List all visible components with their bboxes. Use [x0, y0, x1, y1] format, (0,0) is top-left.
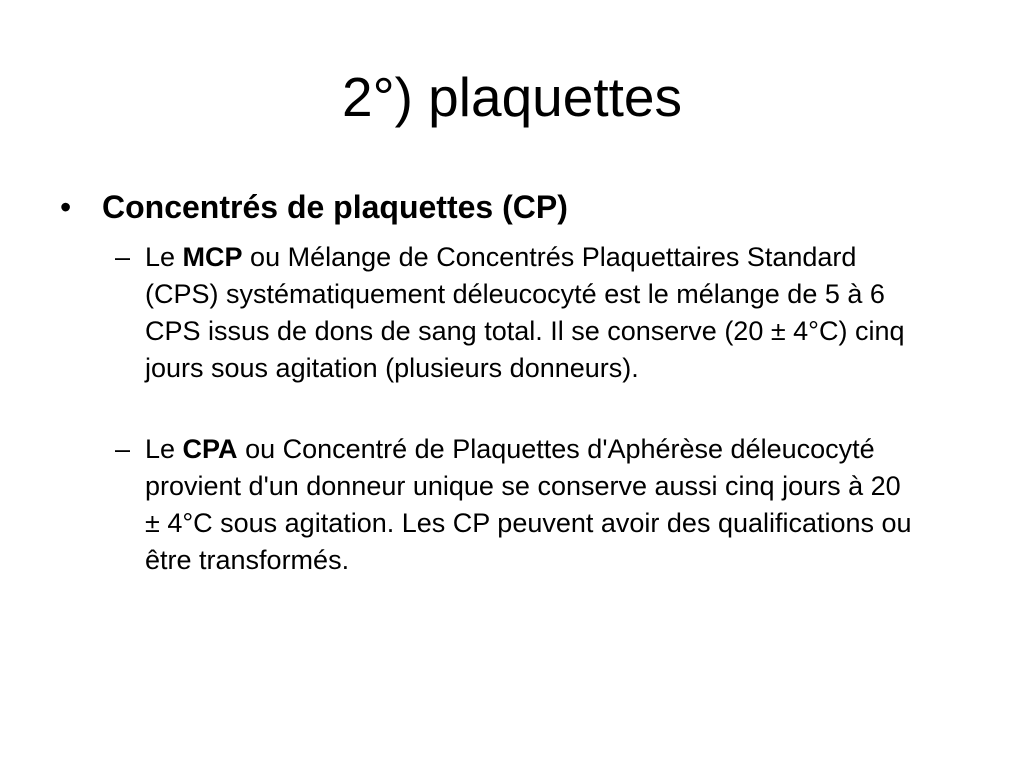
dash-icon: –	[115, 242, 131, 272]
sub-bullet-list	[60, 239, 980, 579]
slide-title: 2°) plaquettes	[342, 66, 682, 128]
sub-bullet-prefix: Le	[145, 434, 183, 464]
sub-bullet-mcp	[60, 239, 915, 387]
sub-bullet-text: ou Concentré de Plaquettes d'Aphérèse déleucocyté provient d'un donneur unique se conserve aussi cinq jours à 20 ± 4°C sous agitation. Les CP peuvent avoir des qualifications ou être transformés.	[145, 434, 912, 575]
dash-icon: –	[115, 434, 131, 464]
main-bullet	[60, 185, 980, 229]
sub-bullet-text: ou Mélange de Concentrés Plaquettaires Standard (CPS) systématiquement déleucocyté est le mélange de 5 à 6 CPS issus de dons de sang total. Il se conserve (20 ± 4°C) cinq jours sous agitation (plusieurs donneurs).	[145, 242, 905, 383]
sub-bullet-acronym: CPA	[182, 434, 238, 464]
sub-bullet-prefix: Le	[145, 242, 183, 272]
bullet-icon: •	[60, 189, 72, 225]
sub-bullet-cpa	[60, 431, 915, 579]
sub-bullet-acronym: MCP	[182, 242, 243, 272]
slide-content	[60, 185, 980, 579]
main-bullet-text: Concentrés de plaquettes (CP)	[102, 189, 568, 225]
